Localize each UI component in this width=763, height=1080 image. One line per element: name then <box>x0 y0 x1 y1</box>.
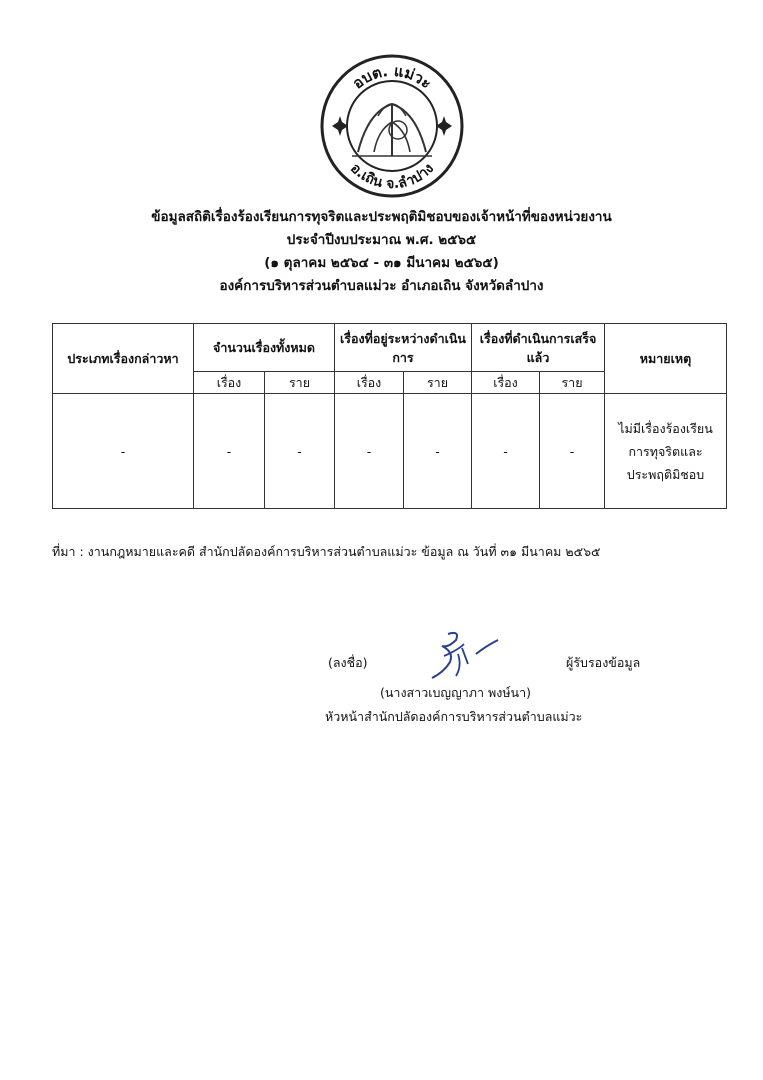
cell-complaint-type: - <box>53 394 194 509</box>
heading-line-2: ประจำปีงบประมาณ พ.ศ. ๒๕๖๕ <box>286 232 477 248</box>
cell-progress-person: - <box>404 394 472 509</box>
remark-line-2: การทุจริตและ <box>628 443 703 459</box>
heading-line-3: (๑ ตุลาคม ๒๕๖๔ - ๓๑ มีนาคม ๒๕๖๕) <box>264 255 499 271</box>
signer-name: (นางสาวเบญญาภา พงษ์นา) <box>380 685 531 700</box>
handwritten-signature <box>418 626 508 684</box>
subheader-progress-case: เรื่อง <box>335 372 404 394</box>
header-complaint-type: ประเภทเรื่องกล่าวหา <box>53 324 194 394</box>
sign-label: (ลงชื่อ) <box>328 655 368 670</box>
heading-line-1: ข้อมูลสถิติเรื่องร้องเรียนการทุจริตและประพฤติมิชอบของเจ้าหน้าที่ของหน่วยงาน <box>151 209 612 225</box>
subheader-done-case: เรื่อง <box>472 372 540 394</box>
heading-line-4: องค์การบริหารส่วนตำบลแม่วะ อำเภอเถิน จังหวัดลำปาง <box>219 278 544 294</box>
table-row <box>53 394 727 509</box>
subheader-total-case: เรื่อง <box>194 372 265 394</box>
remark-line-1: ไม่มีเรื่องร้องเรียน <box>618 420 713 436</box>
cell-done-case: - <box>472 394 540 509</box>
remark-line-3: ประพฤติมิชอบ <box>626 466 705 482</box>
subheader-done-person: ราย <box>540 372 605 394</box>
complaint-statistics-table <box>52 323 727 509</box>
seal-top-text: อบต. แม่วะ <box>349 61 436 93</box>
cell-done-person: - <box>540 394 605 509</box>
cell-total-person: - <box>265 394 335 509</box>
source-note: ที่มา : งานกฎหมายและคดี สำนักปลัดองค์การบริหารส่วนตำบลแม่วะ ข้อมูล ณ วันที่ ๓๑ มีนาคม ๒๕๖๕ <box>52 544 601 559</box>
header-total-cases: จำนวนเรื่องทั้งหมด <box>194 324 335 372</box>
official-seal <box>318 52 466 200</box>
subheader-total-person: ราย <box>265 372 335 394</box>
cell-progress-case: - <box>335 394 404 509</box>
cell-remark <box>605 394 727 509</box>
certifier-label: ผู้รับรองข้อมูล <box>566 655 641 670</box>
subheader-progress-person: ราย <box>404 372 472 394</box>
svg-text:อบต. แม่วะ <box>349 62 435 93</box>
header-in-progress: เรื่องที่อยู่ระหว่างดำเนินการ <box>335 324 472 372</box>
signer-position: หัวหน้าสำนักปลัดองค์การบริหารส่วนตำบลแม่วะ <box>325 709 583 724</box>
header-remark: หมายเหตุ <box>605 324 727 394</box>
seal-bottom-text: อ.เถิน จ.ลำปาง <box>347 160 437 193</box>
header-completed: เรื่องที่ดำเนินการเสร็จแล้ว <box>472 324 605 372</box>
cell-total-case: - <box>194 394 265 509</box>
